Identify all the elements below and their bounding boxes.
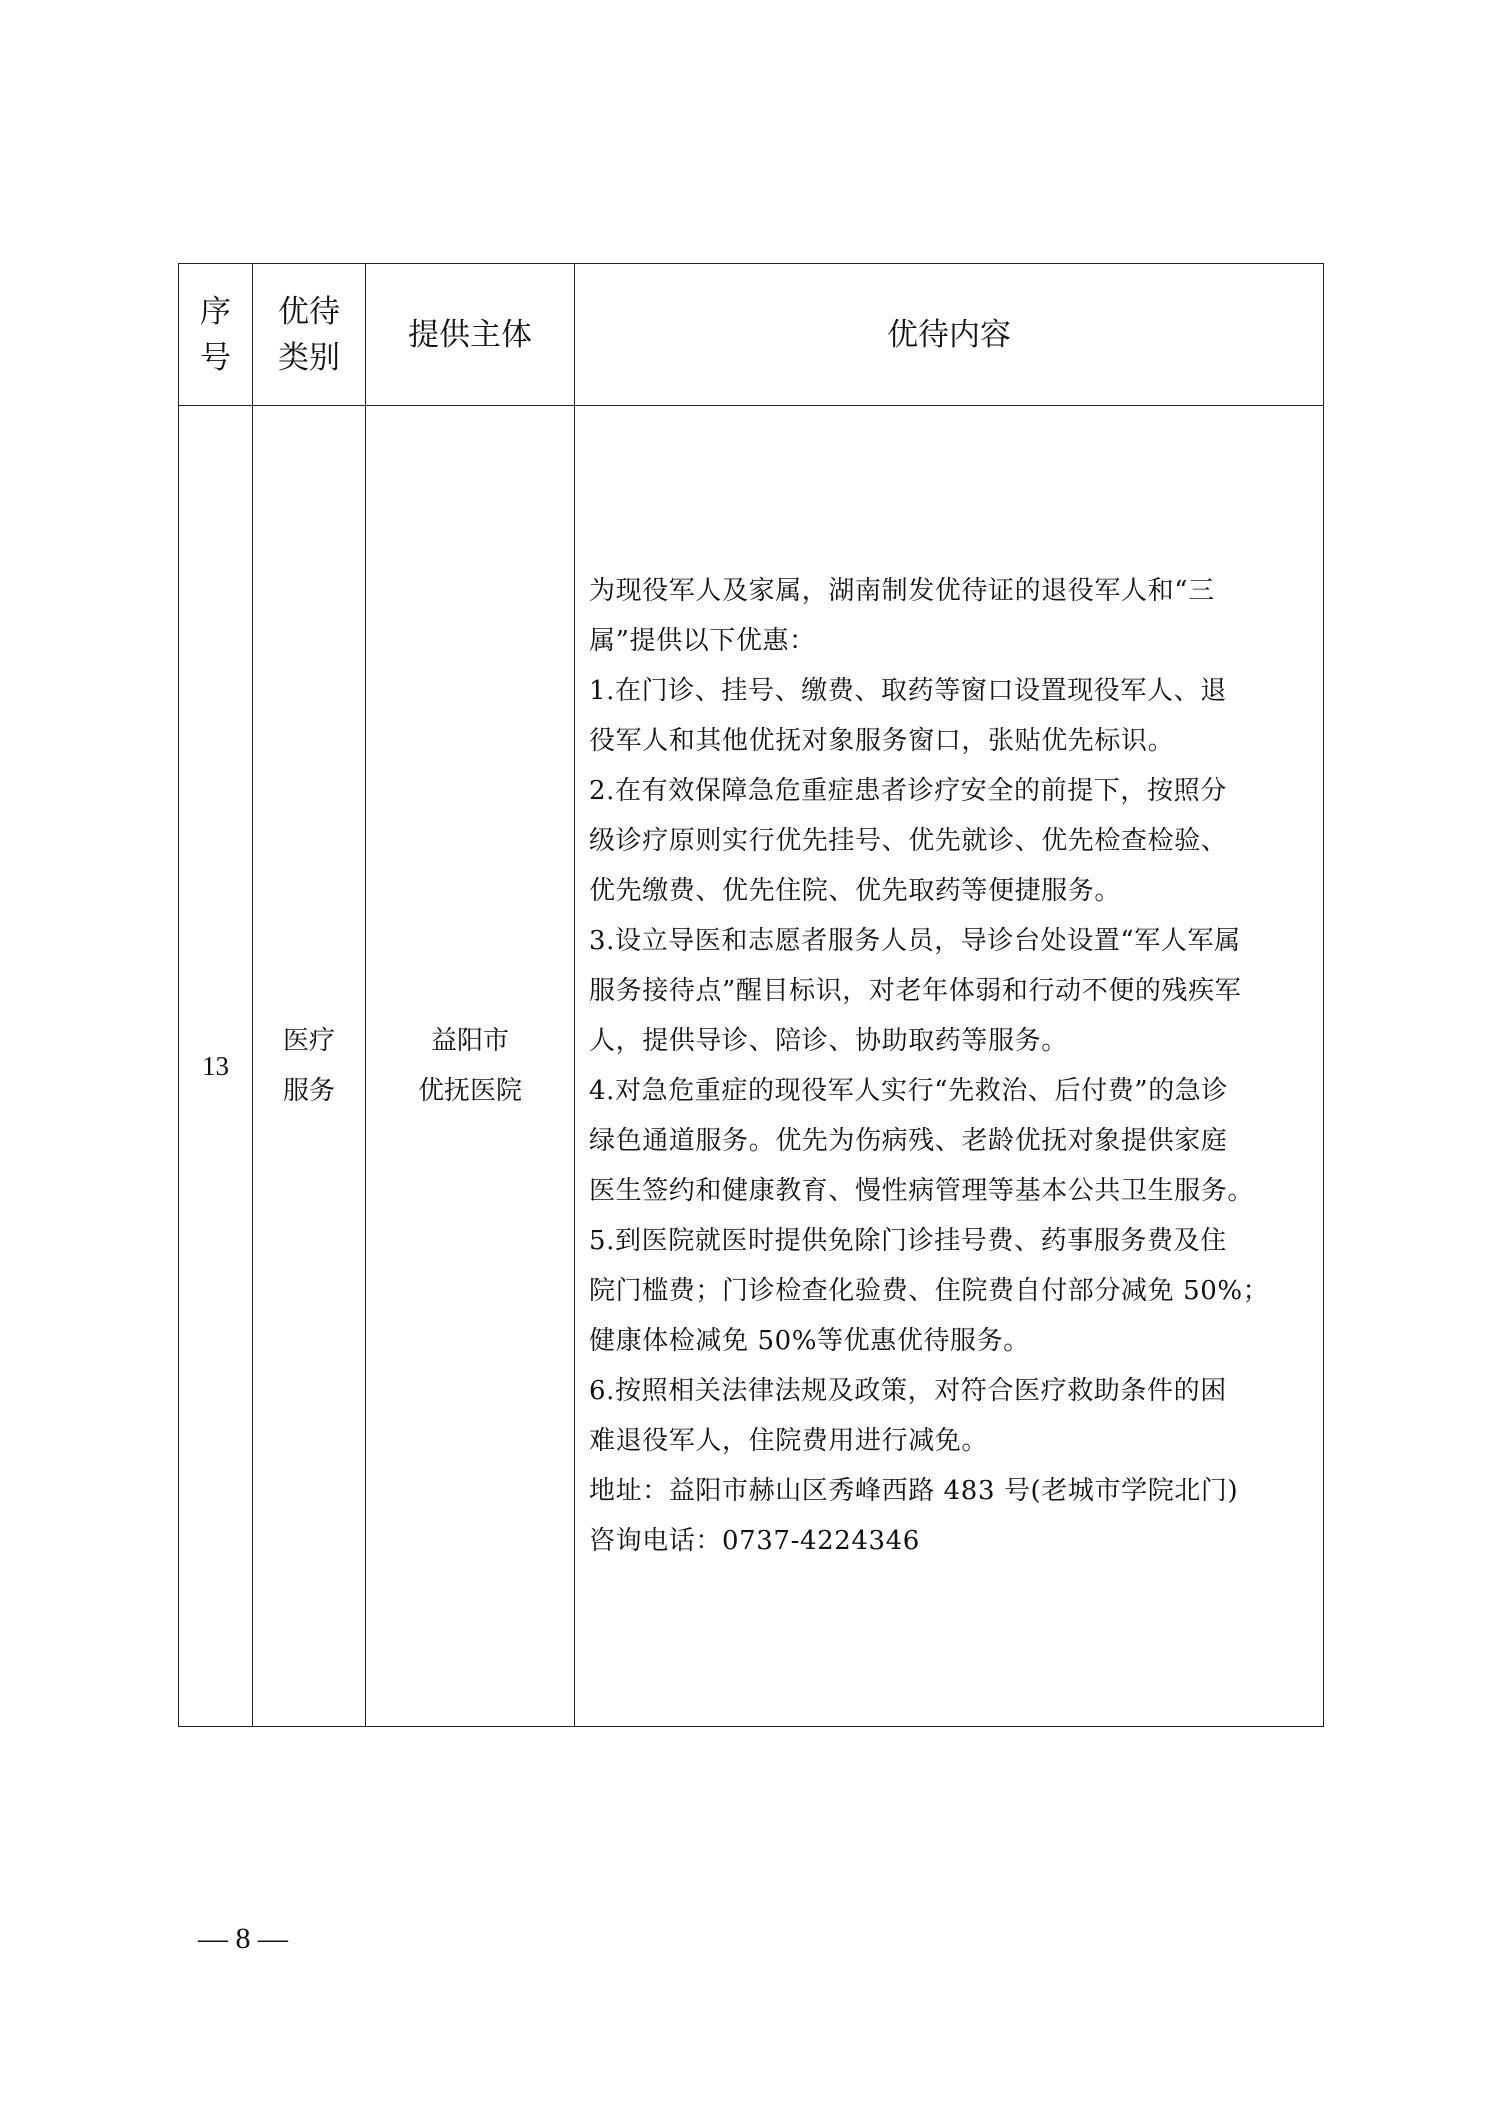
benefits-table	[178, 263, 1324, 1727]
header-content: 优待内容	[575, 264, 1324, 406]
header-index-line: 号	[200, 339, 231, 376]
content-line: 6.按照相关法律法规及政策，对符合医疗救助条件的困	[589, 1376, 1227, 1406]
content-line: 为现役军人及家属，湖南制发优待证的退役军人和“三	[589, 576, 1215, 606]
content-line: 3.设立导医和志愿者服务人员，导诊台处设置“军人军属	[589, 926, 1241, 956]
header-category	[253, 264, 366, 406]
content-line: 医生签约和健康教育、慢性病管理等基本公共卫生服务。	[589, 1176, 1255, 1206]
header-index	[179, 264, 253, 406]
header-provider: 提供主体	[366, 264, 575, 406]
content-line: 难退役军人，住院费用进行减免。	[589, 1426, 989, 1456]
content-line: 健康体检减免 50%等优惠优待服务。	[589, 1326, 1030, 1356]
provider-line: 益阳市	[430, 1026, 509, 1056]
row-category	[253, 406, 366, 1727]
content-line: 4.对急危重症的现役军人实行“先救治、后付费”的急诊	[589, 1076, 1228, 1106]
content-line: 1.在门诊、挂号、缴费、取药等窗口设置现役军人、退	[589, 676, 1227, 706]
header-index-line: 序	[200, 293, 231, 330]
content-line: 咨询电话：0737-4224346	[589, 1526, 920, 1556]
category-line: 医疗	[282, 1026, 335, 1056]
header-category-line: 类别	[278, 339, 340, 376]
provider-line: 优抚医院	[417, 1076, 522, 1106]
content-line: 役军人和其他优抚对象服务窗口，张贴优先标识。	[589, 726, 1175, 756]
header-category-line: 优待	[278, 293, 340, 330]
content-line: 绿色通道服务。优先为伤病残、老龄优抚对象提供家庭	[589, 1126, 1228, 1156]
table-header-row	[179, 264, 1324, 406]
content-line: 服务接待点”醒目标识，对老年体弱和行动不便的残疾军	[589, 976, 1242, 1006]
content-line: 级诊疗原则实行优先挂号、优先就诊、优先检查检验、	[589, 826, 1228, 856]
content-line: 2.在有效保障急危重症患者诊疗安全的前提下，按照分	[589, 776, 1227, 806]
content-line: 地址：益阳市赫山区秀峰西路 483 号(老城市学院北门)	[589, 1476, 1239, 1506]
row-provider	[366, 406, 575, 1727]
content-line: 优先缴费、优先住院、优先取药等便捷服务。	[589, 876, 1122, 906]
content-line: 院门槛费；门诊检查化验费、住院费自付部分减免 50%；	[589, 1276, 1270, 1306]
table-row	[179, 406, 1324, 1727]
content-line: 属”提供以下优惠：	[589, 626, 816, 656]
page-number: — 8 —	[198, 1922, 288, 1955]
category-line: 服务	[282, 1076, 335, 1106]
content-line: 5.到医院就医时提供免除门诊挂号费、药事服务费及住	[589, 1226, 1227, 1256]
content-line: 人，提供导诊、陪诊、协助取药等服务。	[589, 1026, 1068, 1056]
row-index: 13	[179, 406, 253, 1727]
row-content	[575, 406, 1324, 1727]
